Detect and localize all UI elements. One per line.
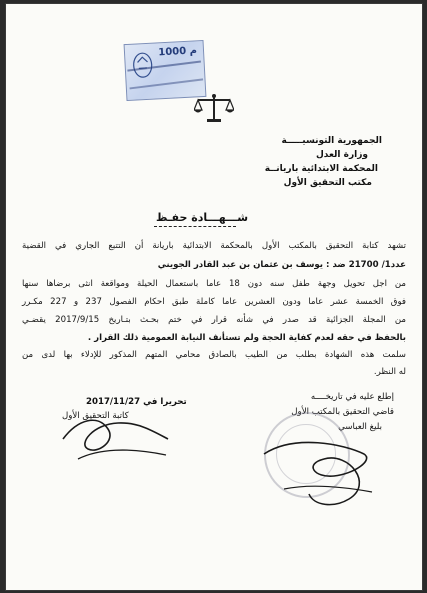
stamp-amount: 1000 م	[158, 45, 198, 59]
certificate-document	[5, 3, 423, 591]
page-title: شـــهـــادة حفـظ	[156, 211, 249, 224]
judge-signature	[254, 434, 384, 514]
body-line-3: من اجل تحويل وجهة طفل سنه دون 18 عاما باستعمال الحيلة ومواقعة انثى برضاها سنها	[22, 279, 406, 289]
left-signature-date: تحريرا في 2017/11/27	[86, 397, 187, 407]
body-line-8: له النظر.	[373, 367, 406, 377]
header-office: مكتب التحقيق الأول	[283, 178, 372, 188]
left-signature-title: كاتبة التحقيق الأول	[62, 411, 129, 421]
header-ministry: وزارة العدل	[315, 150, 368, 160]
body-line-7: سلمت هذه الشهادة بطلب من الطيب بالصادق محامي المتهم المذكور للإدلاء بها لدى من	[22, 350, 406, 360]
body-line-5: من المجلة الجزائية قد صدر في شأنه قرار في ختم بحـث بتـاريخ 2017/9/15 يقضـي	[22, 315, 406, 325]
right-signature-title: قاضي التحقيق بالمكتب الأول	[291, 407, 394, 417]
body-line-4: فوق الخمسة عشر عاما ودون العشرين عاما كاملة طبق احكام الفصول 237 و 227 مكـرر	[22, 297, 406, 307]
clerk-signature	[58, 409, 178, 469]
body-line-6: بالحفظ في حقه لعدم كفاية الحجة ولم تستأنف النيابة العمومية ذلك القرار .	[87, 333, 406, 343]
body-line-2: عدد1/ 21700 ضد : يوسف بن عثمان بن عبد القادر الجويني	[157, 260, 406, 270]
header-court: المحكمة الابتدائية باريانــة	[264, 164, 378, 174]
header-republic: الجمهورية التونسيـــــة	[281, 136, 382, 146]
right-signature-note: إطلع عليه في تاريخــــه	[310, 392, 394, 402]
title-underline	[154, 226, 236, 227]
right-signature-name: بليغ العباسي	[338, 422, 382, 432]
scales-of-justice-icon	[194, 92, 234, 124]
body-line-1: تشهد كتابة التحقيق بالمكتب الأول بالمحكمة الابتدائية باريانة أن التتبع الجاري في القضية	[22, 241, 406, 251]
